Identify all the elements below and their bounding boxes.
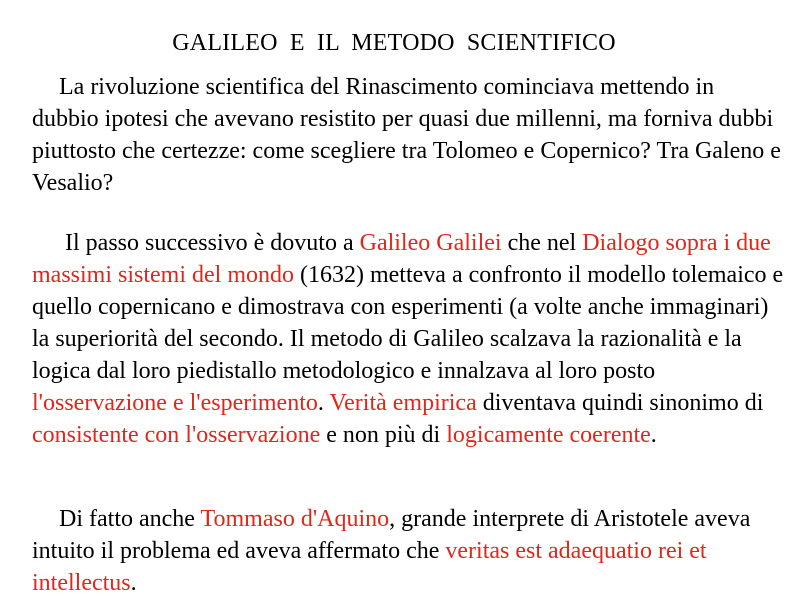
paragraph-1-text: La rivoluzione scientifica del Rinascimento cominciava mettendo in dubbio ipotesi che avevano resistito per quasi due millenni, ma forniva dubbi piuttosto che certezze: come scegliere tra Tolomeo e Copernico? Tra Galeno e Vesalio? — [32, 74, 781, 196]
paragraph-2-body-text: (1632) metteva a confronto il modello tolemaico e quello copernicano e dimostrava con esperimenti (a volte anche immaginari) la superiorità del secondo. Il metodo di Galileo scalzava la razionalità e la logica dal loro piedistallo metodologico e innalzava al loro posto — [32, 262, 784, 384]
paragraph-2-end-period: . — [650, 422, 657, 448]
highlight-verita-empirica: Verità empirica — [329, 390, 477, 416]
highlight-osservazione-esperimento: l'osservazione e l'esperimento — [32, 390, 318, 416]
paragraph-2-period-text: . — [317, 390, 330, 416]
page-title: GALILEO E IL METODO SCIENTIFICO — [172, 30, 616, 56]
paragraph-3-intro-text: Di fatto anche — [59, 506, 201, 532]
paragraph-3 — [32, 503, 784, 599]
highlight-galileo-galilei: Galileo Galilei — [359, 230, 502, 256]
highlight-veritas-est: veritas est adaequatio rei et intellectus — [32, 538, 707, 596]
paragraph-2-non-piu-text: e non più di — [320, 422, 447, 448]
paragraph-1 — [32, 71, 784, 199]
paragraph-2-intro-text: Il passo successivo è dovuto a — [65, 230, 360, 256]
paragraph-2-connector-text: che nel — [501, 230, 583, 256]
paragraph-2 — [32, 227, 784, 451]
highlight-tommaso-aquino: Tommaso d'Aquino — [200, 506, 390, 532]
highlight-dialogo-title: Dialogo sopra i due massimi sistemi del mondo — [32, 230, 771, 288]
paragraph-2-sinonimo-text: diventava quindi sinonimo di — [476, 390, 764, 416]
paragraph-3-body-text: , grande interprete di Aristotele aveva intuito il problema ed aveva affermato che — [32, 506, 751, 564]
highlight-logicamente-coerente: logicamente coerente — [446, 422, 651, 448]
highlight-consistente-osservazione: consistente con l'osservazione — [32, 422, 321, 448]
paragraph-3-end-period: . — [130, 570, 137, 596]
